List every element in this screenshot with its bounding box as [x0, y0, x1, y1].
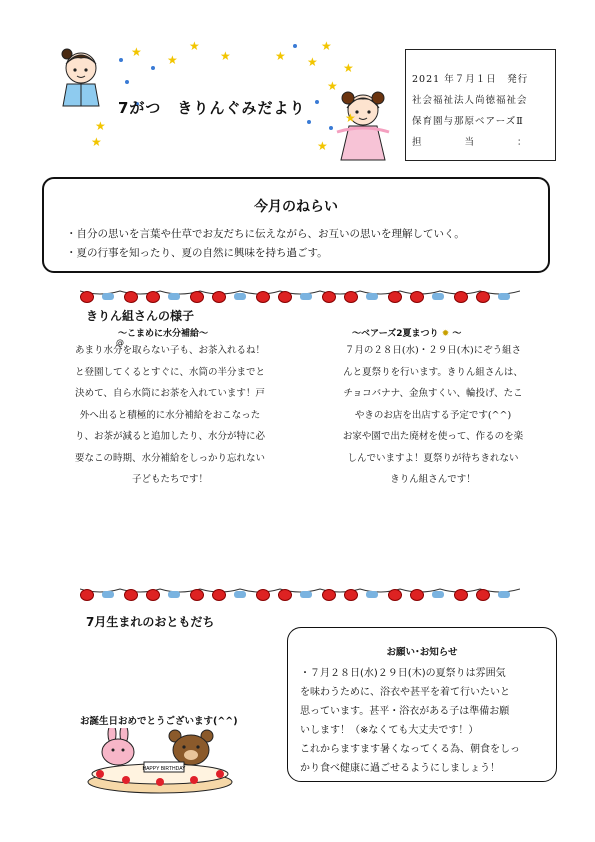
star-icon: ★: [345, 111, 356, 125]
lantern-icon: [344, 291, 358, 303]
monthly-goals-box: [42, 177, 550, 273]
star-icon: ★: [317, 139, 328, 153]
festival-text-line: お家や園で出た廃材を使って、作るのを楽: [342, 431, 524, 442]
sky-dot: [315, 100, 319, 104]
notice-line: これからますます暑くなってくる為、朝食をしっ: [300, 744, 520, 755]
notice-box: [287, 627, 557, 782]
star-icon: ★: [189, 39, 200, 53]
star-icon: ★: [327, 79, 338, 93]
bear-illustration: [169, 730, 213, 765]
at-mark-icon: @: [116, 338, 124, 347]
toy-icon: [168, 591, 180, 598]
lantern-icon: [344, 589, 358, 601]
sky-dot: [307, 120, 311, 124]
person-in-charge: 担 当 ：: [412, 137, 528, 148]
lantern-icon: [476, 291, 490, 303]
toy-icon: [300, 591, 312, 598]
kirin-paragraph: [58, 340, 282, 491]
toy-icon: [168, 293, 180, 300]
lantern-icon: [388, 589, 402, 601]
newsletter-title: 7がつ きりんぐみだより: [118, 99, 306, 117]
kirin-text-line: 要なこの時期、水分補給をしっかり忘れない: [74, 452, 265, 464]
festival-text-line: しんでいますよ！夏祭りが待ちきれない: [347, 452, 519, 464]
birthday-section-title: 7月生まれのおともだち: [86, 615, 215, 629]
issue-date: 2021 年７月１日 発行: [412, 74, 529, 85]
lantern-icon: [124, 291, 138, 303]
boy-illustration: [53, 44, 113, 114]
toy-icon: [432, 591, 444, 598]
cake-plate-text: HAPPY BIRTHDAY: [142, 766, 186, 772]
rabbit-illustration: [102, 728, 134, 765]
sky-dot: [293, 44, 297, 48]
festival-text-line: きりん組さんです！: [390, 474, 476, 485]
festival-subtitle-end: ～: [452, 329, 462, 339]
toy-icon: [102, 293, 114, 300]
toy-icon: [234, 591, 246, 598]
lantern-icon: [212, 291, 226, 303]
kirin-section-title: きりん組さんの様子: [86, 309, 195, 323]
notice-line: 思っています。甚平・浴衣がある子は準備お願: [300, 706, 510, 717]
lantern-icon: [80, 291, 94, 303]
lantern-icon: [410, 291, 424, 303]
lantern-icon: [80, 589, 94, 601]
birthday-cake-illustration: [80, 728, 240, 796]
lantern-icon: [278, 291, 292, 303]
notice-line: を味わうために、浴衣や甚平を着て行いたいと: [300, 687, 510, 698]
firework-icon: ✹: [441, 329, 450, 339]
goal-item: ・自分の思いを言葉や仕草でお友だちに伝えながら、お互いの思いを理解していく。: [66, 228, 465, 240]
lantern-icon: [146, 291, 160, 303]
lantern-icon: [146, 589, 160, 601]
notice-line: ・７月２８日(水)２９日(木)の夏祭りは雰囲気: [300, 668, 506, 679]
toy-icon: [234, 293, 246, 300]
festival-text-line: チョコバナナ、金魚すくい、輪投げ、たこ: [343, 388, 523, 399]
sky-dot: [329, 126, 333, 130]
lantern-icon: [322, 589, 336, 601]
lantern-icon: [256, 589, 270, 601]
star-icon: ★: [95, 119, 106, 133]
lantern-icon: [454, 291, 468, 303]
kirin-text-line: り、お茶が減ると追加したり、水分が特に必: [74, 431, 265, 442]
kirin-text-line: 決めて、自ら水筒にお茶を入れています！戸: [75, 388, 265, 399]
birthday-message: お誕生日おめでとうございます(^^): [80, 716, 238, 727]
lantern-icon: [388, 291, 402, 303]
goals-title: 今月のねらい: [254, 199, 338, 215]
lantern-icon: [190, 291, 204, 303]
kirin-text-line: と登園してくるとすぐに、水筒の半分までと: [74, 366, 265, 378]
issuer-nursery: 保育園与那原ベアーズⅡ: [412, 116, 524, 127]
lantern-icon: [476, 589, 490, 601]
sky-dot: [125, 80, 129, 84]
lantern-icon: [278, 589, 292, 601]
notice-title: お願い･お知らせ: [386, 647, 458, 658]
star-icon: ★: [343, 61, 354, 75]
sky-dot: [119, 58, 123, 62]
toy-icon: [300, 293, 312, 300]
star-icon: ★: [131, 45, 142, 59]
toy-icon: [498, 591, 510, 598]
notice-line: かり食べ健康に過ごせるようにしましょう！: [300, 763, 500, 774]
lantern-garland: [80, 287, 520, 305]
lantern-icon: [454, 589, 468, 601]
notice-line: いします！（※なくても大丈夫です！）: [300, 725, 479, 736]
toy-icon: [102, 591, 114, 598]
toy-icon: [432, 293, 444, 300]
goal-item: ・夏の行事を知ったり、夏の自然に興味を持ち過ごす。: [66, 247, 328, 259]
star-icon: ★: [307, 55, 318, 69]
issuer-corporation: 社会福祉法人尚徳福祉会: [412, 95, 528, 106]
kirin-subtitle: ～こまめに水分補給～: [118, 329, 209, 339]
lantern-icon: [410, 589, 424, 601]
lantern-icon: [190, 589, 204, 601]
toy-icon: [366, 293, 378, 300]
kirin-text-line: 子どもたちです！: [132, 474, 208, 485]
festival-paragraph: [313, 340, 553, 491]
toy-icon: [366, 591, 378, 598]
festival-text-line: やきのお店を出店する予定です(^^): [354, 409, 512, 421]
festival-subtitle: [352, 326, 461, 339]
issue-info-box: [405, 49, 556, 161]
kirin-text-line: 外へ出ると積極的に水分補給をおこなった: [79, 409, 261, 421]
festival-text-line: んと夏祭りを行います。きりん組さんは、: [343, 366, 523, 378]
lantern-icon: [124, 589, 138, 601]
kirin-text-line: あまり水分を取らない子も、お茶入れるね！: [74, 345, 265, 356]
star-icon: ★: [220, 49, 231, 63]
festival-text-line: ７月の２８日(水)・２９日(木)にぞう組さ: [344, 345, 522, 356]
star-icon: ★: [321, 39, 332, 53]
toy-icon: [498, 293, 510, 300]
festival-subtitle-text: ～ベアーズ2夏まつり: [352, 329, 439, 339]
lantern-icon: [212, 589, 226, 601]
star-icon: ★: [275, 49, 286, 63]
girl-illustration: [333, 86, 393, 166]
lantern-icon: [322, 291, 336, 303]
sky-dot: [151, 66, 155, 70]
star-icon: ★: [167, 53, 178, 67]
lantern-garland: [80, 585, 520, 603]
star-icon: ★: [91, 135, 102, 149]
lantern-icon: [256, 291, 270, 303]
